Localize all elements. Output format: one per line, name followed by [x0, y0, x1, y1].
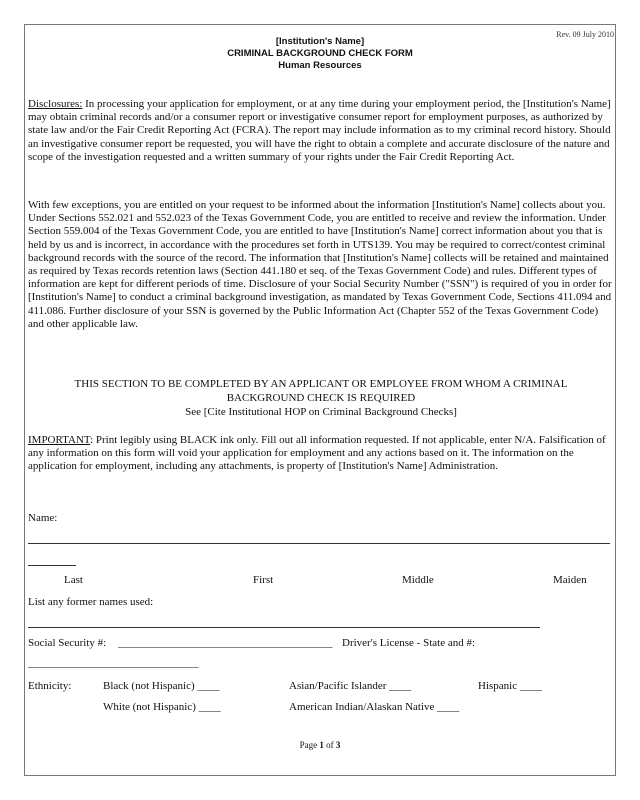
- ethnicity-white[interactable]: White (not Hispanic) ____: [103, 701, 221, 713]
- name-field-continued[interactable]: [28, 565, 76, 566]
- institution-name: [Institution's Name]: [275, 36, 365, 47]
- first-name-caption: First: [253, 574, 274, 586]
- important-text: : Print legibly using BLACK ink only. Fill out all information requested. If not applicable, enter N/A. Falsification of any information on this form will void your application for employment and any actions based on it. The information on the application for employment, including any attachments, is property of [Institution's Name] Administration.: [28, 434, 606, 473]
- section-heading-line3: See [Cite Institutional HOP on Criminal Background Checks]: [185, 406, 457, 418]
- drivers-license-field[interactable]: _______________________________: [28, 657, 199, 669]
- revision-date: Rev. 09 July 2010: [556, 30, 614, 39]
- department-name: Human Resources: [278, 60, 362, 71]
- disclosures-paragraph: [28, 98, 612, 164]
- ethnicity-asian-pacific[interactable]: Asian/Pacific Islander ____: [289, 680, 412, 692]
- former-names-label: List any former names used:: [28, 596, 154, 608]
- section-heading-line1: THIS SECTION TO BE COMPLETED BY AN APPLICANT OR EMPLOYEE FROM WHOM A CRIMINAL: [74, 378, 568, 390]
- drivers-license-label: Driver's License - State and #:: [342, 637, 476, 649]
- of-word: of: [326, 740, 334, 750]
- ethnicity-black[interactable]: Black (not Hispanic) ____: [103, 680, 220, 692]
- maiden-name-caption: Maiden: [553, 574, 587, 586]
- page-word: Page: [299, 740, 318, 750]
- disclosures-label: Disclosures:: [28, 98, 83, 110]
- middle-name-caption: Middle: [402, 574, 434, 586]
- current-page: 1: [319, 740, 324, 750]
- ethnicity-hispanic[interactable]: Hispanic ____: [478, 680, 542, 692]
- important-paragraph: [28, 434, 612, 474]
- disclosures-text: In processing your application for employment, or at any time during your employment period, the [Institution's Name] may obtain criminal records and/or a consumer report or investigative consumer report for employment purposes, as authorized by state law and/or the Fair Credit Reporting Act (FCRA). The report may include information as to my criminal record history. Should an investigative consumer report be requested, you will have the right to obtain a complete and accurate disclosure of the nature and scope of the investigation requested and a written summary of your rights under the Fair Credit Reporting Act.: [28, 98, 611, 163]
- important-label: IMPORTANT: [28, 434, 91, 446]
- former-names-field[interactable]: [28, 627, 540, 628]
- name-label: Name:: [28, 512, 58, 524]
- section-heading-line2: BACKGROUND CHECK IS REQUIRED: [226, 392, 416, 404]
- name-field[interactable]: [28, 543, 610, 544]
- ssn-field[interactable]: _______________________________________: [118, 637, 333, 649]
- ssn-label: Social Security #:: [28, 637, 107, 649]
- form-title: CRIMINAL BACKGROUND CHECK FORM: [227, 48, 413, 59]
- exceptions-paragraph: With few exceptions, you are entitled on your request to be informed about the information [Institution's Name] collects about you. Under Sections 552.021 and 552.023 of the Texas Government Code, you are entitled to receive and review the information. Under Section 559.004 of the Texas Government Code, you are entitled to have [Institution's Name] correct information about you that is held by us and is incorrect, in accordance with the procedures set forth in UTS139. You may be required to correct/contest criminal background records with the source of the record. The information that [Institution's Name] collects will be retained and maintained as required by Texas records retention laws (Section 441.180 et seq. of the Texas Government Code) and rules. Different types of information are kept for different periods of time. Disclosure of your Social Security Number ("SSN") is required of you in order for [Institution's Name] to conduct a criminal background investigation, as mandated by Texas Government Code, Sections 411.094 and 411.086. Further disclosure of your SSN is governed by the Public Information Act (Chapter 552 of the Texas Government Code) and other applicable law.: [28, 199, 612, 330]
- ethnicity-label: Ethnicity:: [28, 680, 72, 692]
- last-name-caption: Last: [64, 574, 83, 586]
- page-number: [0, 740, 640, 750]
- total-pages: 3: [335, 740, 341, 750]
- ethnicity-american-indian[interactable]: American Indian/Alaskan Native ____: [289, 701, 460, 713]
